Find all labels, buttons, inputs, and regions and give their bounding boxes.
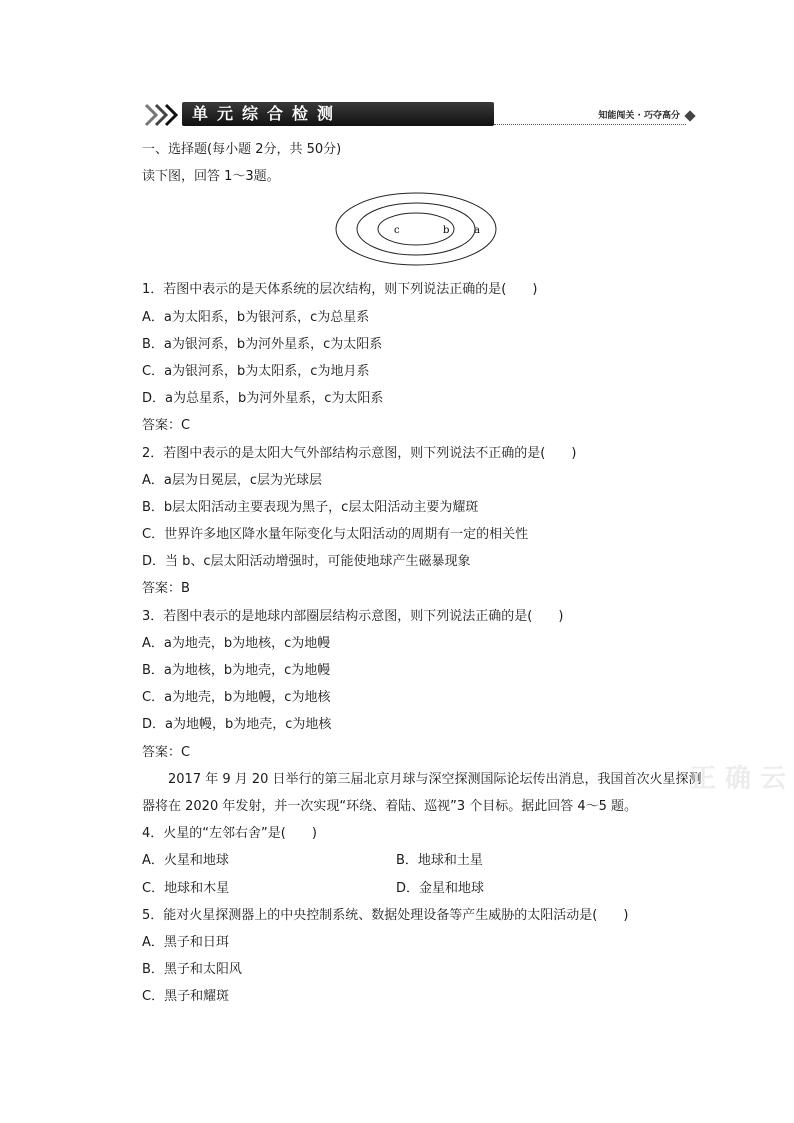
- q4-option-c: C．地球和木星: [142, 880, 230, 896]
- ellipse-figure: [332, 190, 500, 268]
- q2-option-a: A．a层为日冕层，c层为光球层: [142, 472, 323, 488]
- label-a: a: [474, 225, 480, 237]
- q4-options-row-2: [142, 875, 702, 902]
- q3-option-c: C．a为地壳，b为地幔，c为地核: [142, 690, 331, 706]
- q5-stem: 5．能对火星探测器上的中央控制系统、数据处理设备等产生威胁的太阳活动是( ): [142, 907, 629, 923]
- unit-header: [142, 100, 694, 130]
- q2-stem: 2．若图中表示的是太阳大气外部结构示意图，则下列说法不正确的是( ): [142, 445, 577, 461]
- q4-option-a: A．火星和地球: [142, 853, 229, 869]
- worksheet-body: [142, 136, 702, 1010]
- q1-option-c: C．a为银河系，b为太阳系，c为地月系: [142, 363, 370, 379]
- section-heading: 一、选择题(每小题 2分，共 50分): [142, 142, 342, 157]
- q3-option-b: B．a为地核，b为地壳，c为地幔: [142, 663, 331, 678]
- q1-stem: 1．若图中表示的是天体系统的层次结构，则下列说法正确的是( ): [142, 282, 538, 298]
- q2-option-b: B．b层太阳活动主要表现为黑子，c层太阳活动主要为耀斑: [142, 499, 479, 515]
- q1-option-a: A．a为太阳系，b为银河系，c为总星系: [142, 309, 370, 325]
- q4-option-b: B．地球和土星: [396, 853, 483, 869]
- q2-option-d: D．当 b、c层太阳活动增强时，可能使地球产生磁暴现象: [142, 554, 471, 570]
- q5-option-b: B．黑子和太阳风: [142, 962, 242, 978]
- header-divider: [494, 124, 686, 125]
- unit-title: 单元综合检测: [182, 102, 494, 126]
- concentric-ellipse-diagram: [142, 190, 702, 276]
- q3-option-d: D．a为地幔，b为地壳，c为地核: [142, 717, 332, 733]
- header-slogan: 知能闯关 · 巧夺高分: [598, 111, 680, 121]
- label-b: b: [443, 225, 450, 237]
- q3-answer: 答案：C: [142, 744, 191, 760]
- watermark: 正 确 云: [690, 764, 787, 794]
- q1-option-b: B．a为银河系，b为河外星系，c为太阳系: [142, 336, 383, 352]
- diamond-icon: [684, 110, 695, 121]
- q1-option-d: D．a为总星系，b为河外星系，c为太阳系: [142, 391, 384, 407]
- q4-option-d: D．金星和地球: [396, 880, 485, 896]
- q3-option-a: A．a为地壳，b为地核，c为地幔: [142, 635, 331, 651]
- chevron-arrows-icon: [142, 102, 182, 128]
- q2-option-c: C．世界许多地区降水量年际变化与太阳活动的周期有一定的相关性: [142, 527, 529, 543]
- q1-answer: 答案：C: [142, 418, 191, 434]
- q3-stem: 3．若图中表示的是地球内部圈层结构示意图，则下列说法正确的是( ): [142, 608, 564, 624]
- label-c: c: [394, 225, 400, 237]
- mars-passage: 2017 年 9 月 20 日举行的第三届北京月球与深空探测国际论坛传出消息，我国首次火星探测器将在 2020 年发射，并一次实现“环绕、着陆、巡视”3 个目标。据此回答 4～5 题。: [142, 771, 702, 814]
- q5-option-a: A．黑子和日珥: [142, 934, 229, 950]
- q4-options-row-1: [142, 847, 702, 874]
- q4-stem: 4．火星的“左邻右舍”是( ): [142, 826, 317, 842]
- q2-answer: 答案：B: [142, 581, 190, 597]
- q5-option-c: C．黑子和耀斑: [142, 989, 230, 1005]
- section-intro: 读下图，回答 1～3题。: [142, 169, 280, 185]
